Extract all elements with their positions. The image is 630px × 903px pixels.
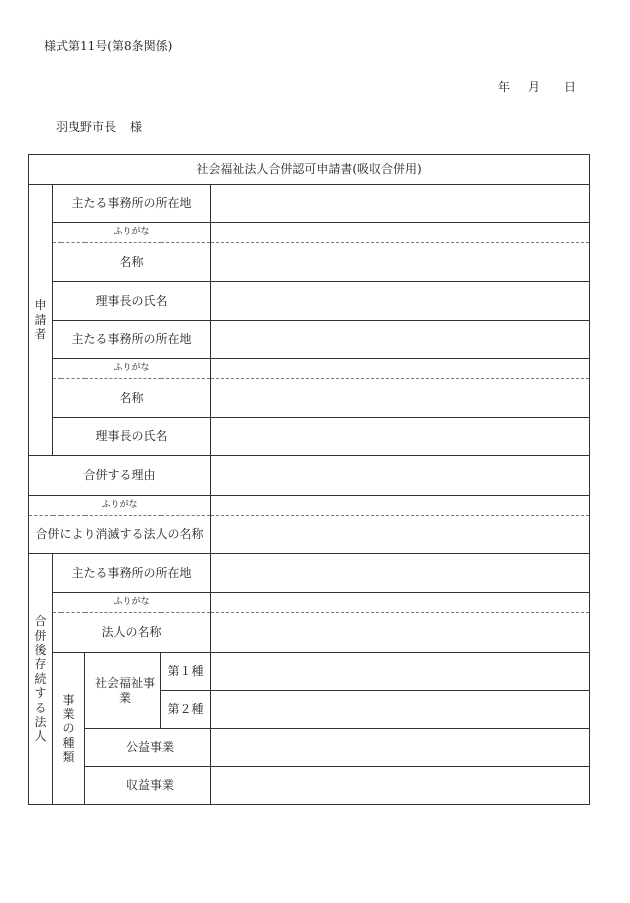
applicant-main-office-field-2[interactable] xyxy=(211,321,590,359)
surviving-main-office-field[interactable] xyxy=(211,554,590,593)
surviving-main-office-label: 主たる事務所の所在地 xyxy=(53,554,211,593)
social-welfare-business-label: 社会福祉事業 xyxy=(85,653,161,729)
date-line xyxy=(498,78,576,95)
class-2-label: 第２種 xyxy=(161,691,211,729)
dissolved-corp-name-field[interactable] xyxy=(211,516,590,554)
class-1-label: 第１種 xyxy=(161,653,211,691)
public-interest-business-field[interactable] xyxy=(211,729,590,767)
profit-business-label: 収益事業 xyxy=(85,767,211,805)
addressee-honorific: 様 xyxy=(130,120,143,134)
applicant-director-field-2[interactable] xyxy=(211,418,590,456)
applicant-furigana-label-1: ふりがな xyxy=(53,223,211,243)
applicant-director-field-1[interactable] xyxy=(211,282,590,321)
applicant-main-office-field-1[interactable] xyxy=(211,185,590,223)
date-day-label: 日 xyxy=(564,80,577,94)
applicant-name-field-1[interactable] xyxy=(211,243,590,282)
business-type-label: 事 業 の 種 類 xyxy=(53,653,85,805)
applicant-furigana-label-2: ふりがな xyxy=(53,359,211,379)
addressee xyxy=(56,118,142,135)
applicant-furigana-field-1[interactable] xyxy=(211,223,590,243)
applicant-furigana-field-2[interactable] xyxy=(211,359,590,379)
merger-reason-label: 合併する理由 xyxy=(29,456,211,496)
dissolved-corp-name-label: 合併により消滅する法人の名称 xyxy=(29,516,211,554)
profit-business-field[interactable] xyxy=(211,767,590,805)
surviving-corp-section-label: 合 併 後 存 続 す る 法 人 xyxy=(29,554,53,805)
applicant-name-label-2: 名称 xyxy=(53,379,211,418)
surviving-furigana-field[interactable] xyxy=(211,593,590,613)
dissolved-furigana-label: ふりがな xyxy=(29,496,211,516)
class-1-field[interactable] xyxy=(211,653,590,691)
addressee-name: 羽曳野市長 xyxy=(56,120,117,134)
form-title: 社会福祉法人合併認可申請書(吸収合併用) xyxy=(29,155,590,185)
applicant-name-label-1: 名称 xyxy=(53,243,211,282)
date-year-label: 年 xyxy=(498,80,511,94)
merger-reason-field[interactable] xyxy=(211,456,590,496)
surviving-furigana-label: ふりがな xyxy=(53,593,211,613)
dissolved-furigana-field[interactable] xyxy=(211,496,590,516)
applicant-name-field-2[interactable] xyxy=(211,379,590,418)
applicant-director-label-2: 理事長の氏名 xyxy=(53,418,211,456)
form-number: 様式第11号(第8条関係) xyxy=(44,39,173,53)
surviving-corp-name-field[interactable] xyxy=(211,613,590,653)
applicant-director-label-1: 理事長の氏名 xyxy=(53,282,211,321)
date-month-label: 月 xyxy=(528,80,541,94)
public-interest-business-label: 公益事業 xyxy=(85,729,211,767)
applicant-main-office-label-1: 主たる事務所の所在地 xyxy=(53,185,211,223)
surviving-corp-name-label: 法人の名称 xyxy=(53,613,211,653)
class-2-field[interactable] xyxy=(211,691,590,729)
application-form-table xyxy=(28,154,590,805)
applicant-section-label: 申 請 者 xyxy=(29,185,53,456)
applicant-main-office-label-2: 主たる事務所の所在地 xyxy=(53,321,211,359)
